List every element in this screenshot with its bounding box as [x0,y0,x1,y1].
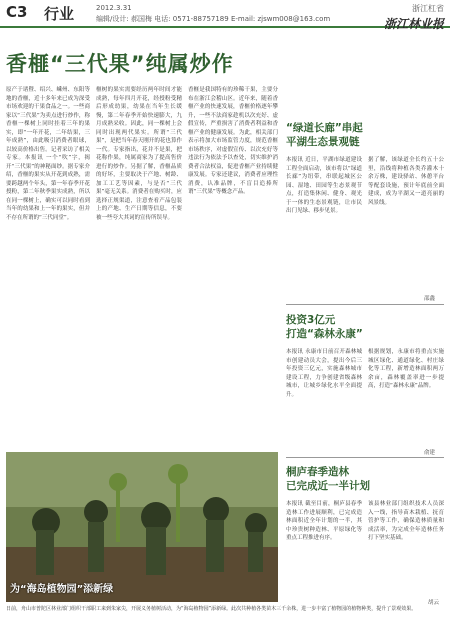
article-column-3: 香榧是我国特有的珍稀干果，主要分布在浙江会稽山区。近年来，随着香榧产业的快速发展，香榧价格逐年攀升，一些不法商家趁机以次充好、虚假宣传，严重损害了消费者利益和香榧产业的健康发展。为此，相关部门表示将加大市场监管力度，规范香榧市场秩序，对虚假宣传、以次充好等违法行为依法予以查处，切实维护消费者合法权益，促进香榧产业持续健康发展。专家还建议，消费者应理性消费，认准品牌，不盲目追捧所谓“三代果”等概念产品。 [188,87,278,195]
story2-column-a: 本报讯 永康市日前召开森林城市创建动员大会，提出今后三年投资三亿元，实施森林城市建设工程，力争创建省级森林城市，让城乡绿化水平全面提升。 [286,349,362,398]
story3-byline: 胡云 [428,600,440,606]
paper-name: 浙江林业报 [383,17,444,31]
section-title: 行业 [44,5,75,23]
article-column-2: 榧树的果实需要经历两年时间才能成熟，每年四月开花，经授粉受精后形成幼果，幼果在当年生长缓慢，第二年春季开始快速膨大，九月成熟采收。因此，同一棵树上会同时出现两代果实。所谓“三代果”，是把当年春天刚开的花也算作一代。专家指出，花并不是果，把花称作果，纯属商家为了提高售价进行的炒作。另据了解，香榧品质的好坏，主要取决于产地、树龄、加工工艺等因素，与是否“三代果”毫无关系。消费者在购买时，应选择正规渠道，注意查看产品包装上的产地、生产日期等信息，不要被一些夸大其词的宣传所误导。 [96,87,182,221]
article-column-1: 原产于诸暨、绍兴、嵊州、东阳等地的香榧，近十多年来已成为深受市场欢迎的干果食品之一。一些商家以“三代果”为卖点进行炒作，称香榧一棵树上同时挂着三年的果实，即“一年开花，二年结果，三年成熟”，由此吸引消费者眼球，以较高价格出售。记者采访了相关专家。本报讯 一个“吹”字，揭开“三代果”的神秘面纱。据专家介绍，香榧的果实从开花到成熟，需要跨越两个年头，第一年春季开花授粉，第二年秋季果实成熟，所以在同一棵树上，确实可以同时看到当年的幼果和上一年的果实，但并不存在所谓的“三代同堂”。 [6,87,90,221]
story-divider [286,304,444,305]
photo-description: 日前，舟山市普陀区林业部门组织干部职工来到朱家尖，开展义务植树活动，为“海岛植物园”添新绿。此次共种植各类苗木三千余株，进一步丰富了植物园的植物种类，提升了景观效果。 [6,606,417,612]
issue-date: 2012.3.31 [96,4,132,12]
story3-column-b: 该县林业部门组织技术人员深入一线，指导苗木栽植、抚育管护等工作，确保造林质量和成活率，为完成全年造林任务打下坚实基础。 [368,501,444,541]
region-label: 浙江杠省 [412,4,444,13]
story-divider [286,457,444,458]
story2-column-b: 根据规划，永康市将重点实施城区绿化、通道绿化、村庄绿化等工程，新增造林面积两万余亩，森林覆盖率进一步提高，打造“森林永康”品牌。 [368,349,444,389]
story3-title-line1: 桐庐春季造林 [286,466,349,478]
story2-byline: 俞建 [424,450,436,456]
story2-title-line1: 投资3亿元 [286,314,336,326]
photo-caption-overlay: 为“海岛植物园”添新绿 [10,584,114,595]
page-header [0,0,450,31]
story1-byline: 邵鑫 [424,296,436,302]
story1-column-b: 据了解，该绿道全长约五十公里，沿线将种植各类乔灌木十余万株，建设驿站、休憩平台等配套设施，预计年底前全面建成，成为平湖又一道亮丽的风景线。 [368,157,444,206]
section-badge: C3 [6,3,28,21]
editor-contact: 编辑/设计: 郝国梅 电话: 0571-88757189 E-mail: zjswm008@163.com [96,15,331,23]
story3-title-line2: 已完成近一半计划 [286,480,370,492]
story1-title-line1: “绿道长廊”串起 [286,122,363,134]
story1-title-line2: 平湖生态景观链 [286,136,360,148]
story1-column-a: 本报讯 近日，平湖市绿道建设工程全面启动，该市将以“绿道长廊”为纽带，串联起城区公园、湿地、田园等生态景观节点，打造集休闲、健身、观光于一体的生态景观链，让市民出门见绿、移步见景。 [286,157,362,214]
masthead [384,3,444,32]
main-headline: 香榧“三代果”纯属炒作 [6,52,234,76]
story2-title-line2: 打造“森林永康” [286,328,363,340]
story3-column-a: 本报讯 截至目前，桐庐县春季造林工作进展顺利，已完成造林面积近全年计划的一半，其中珍贵树种造林、平原绿化等重点工程推进有序。 [286,501,362,541]
